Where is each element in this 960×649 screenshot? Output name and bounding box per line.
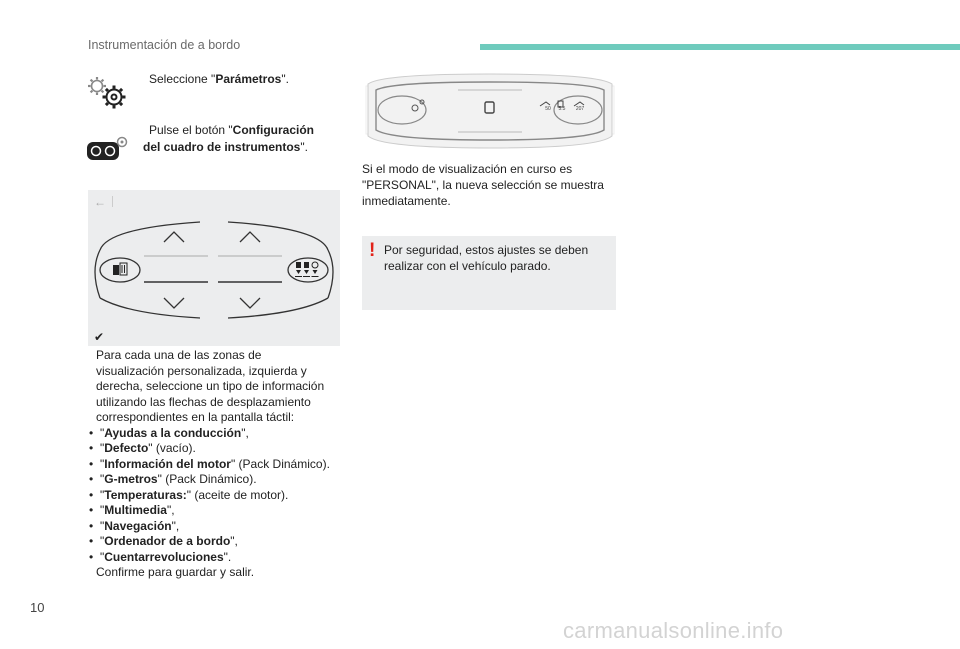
list-item: • "Información del motor" (Pack Dinámico).	[88, 457, 330, 473]
parameters-label: Parámetros	[215, 72, 282, 86]
step-select-parameters: Seleccione "Parámetros".	[149, 72, 289, 86]
back-arrow-icon: ←	[94, 195, 106, 209]
list-item: • "Ayudas a la conducción",	[88, 426, 330, 442]
list-item: • "Multimedia",	[88, 503, 330, 519]
list-item: • "Ordenador de a bordo",	[88, 534, 330, 550]
instruction-list	[88, 348, 330, 581]
gear-pair-icon	[86, 74, 132, 112]
warning-text: Por seguridad, estos ajustes se deben realizar con el vehículo parado.	[384, 243, 589, 273]
cluster-config-label: Configuración del cuadro de instrumentos	[143, 123, 314, 154]
exclamation-icon: !	[369, 240, 376, 261]
list-final: Confirme para guardar y salir.	[96, 565, 255, 579]
list-item: • "Cuentarrevoluciones".	[88, 550, 330, 566]
cluster-readout-2: 5.5	[558, 106, 566, 112]
confirm-check-icon: ✔	[94, 330, 105, 344]
cluster-outline	[88, 210, 340, 330]
cluster-readout-3: 207	[575, 106, 585, 112]
divider	[112, 196, 113, 207]
header-accent-bar	[480, 44, 960, 50]
section-title: Instrumentación de a bordo	[88, 38, 241, 52]
instrument-cluster-icon	[86, 134, 130, 162]
watermark: carmanualsonline.info	[563, 618, 784, 643]
step-cluster-config: Pulse el botón "Configuración del cuadro de instrumentos".	[143, 123, 314, 154]
personal-mode-note: Si el modo de visualización en curso es "PERSONAL", la nueva selección se muestra inmediatamente.	[362, 162, 604, 208]
page-number: 10	[30, 600, 45, 615]
list-item: • "Navegación",	[88, 519, 330, 535]
cluster-readout-1: 50	[545, 106, 551, 112]
list-item: • "Defecto" (vacío).	[88, 441, 330, 457]
list-intro: Para cada una de las zonas de visualización personalizada, izquierda y derecha, seleccione un tipo de información utilizando las flechas de desplazamiento correspondientes en la pantalla táctil:	[96, 348, 325, 424]
list-item: • "G-metros" (Pack Dinámico).	[88, 472, 330, 488]
list-item: • "Temperaturas:" (aceite de motor).	[88, 488, 330, 504]
